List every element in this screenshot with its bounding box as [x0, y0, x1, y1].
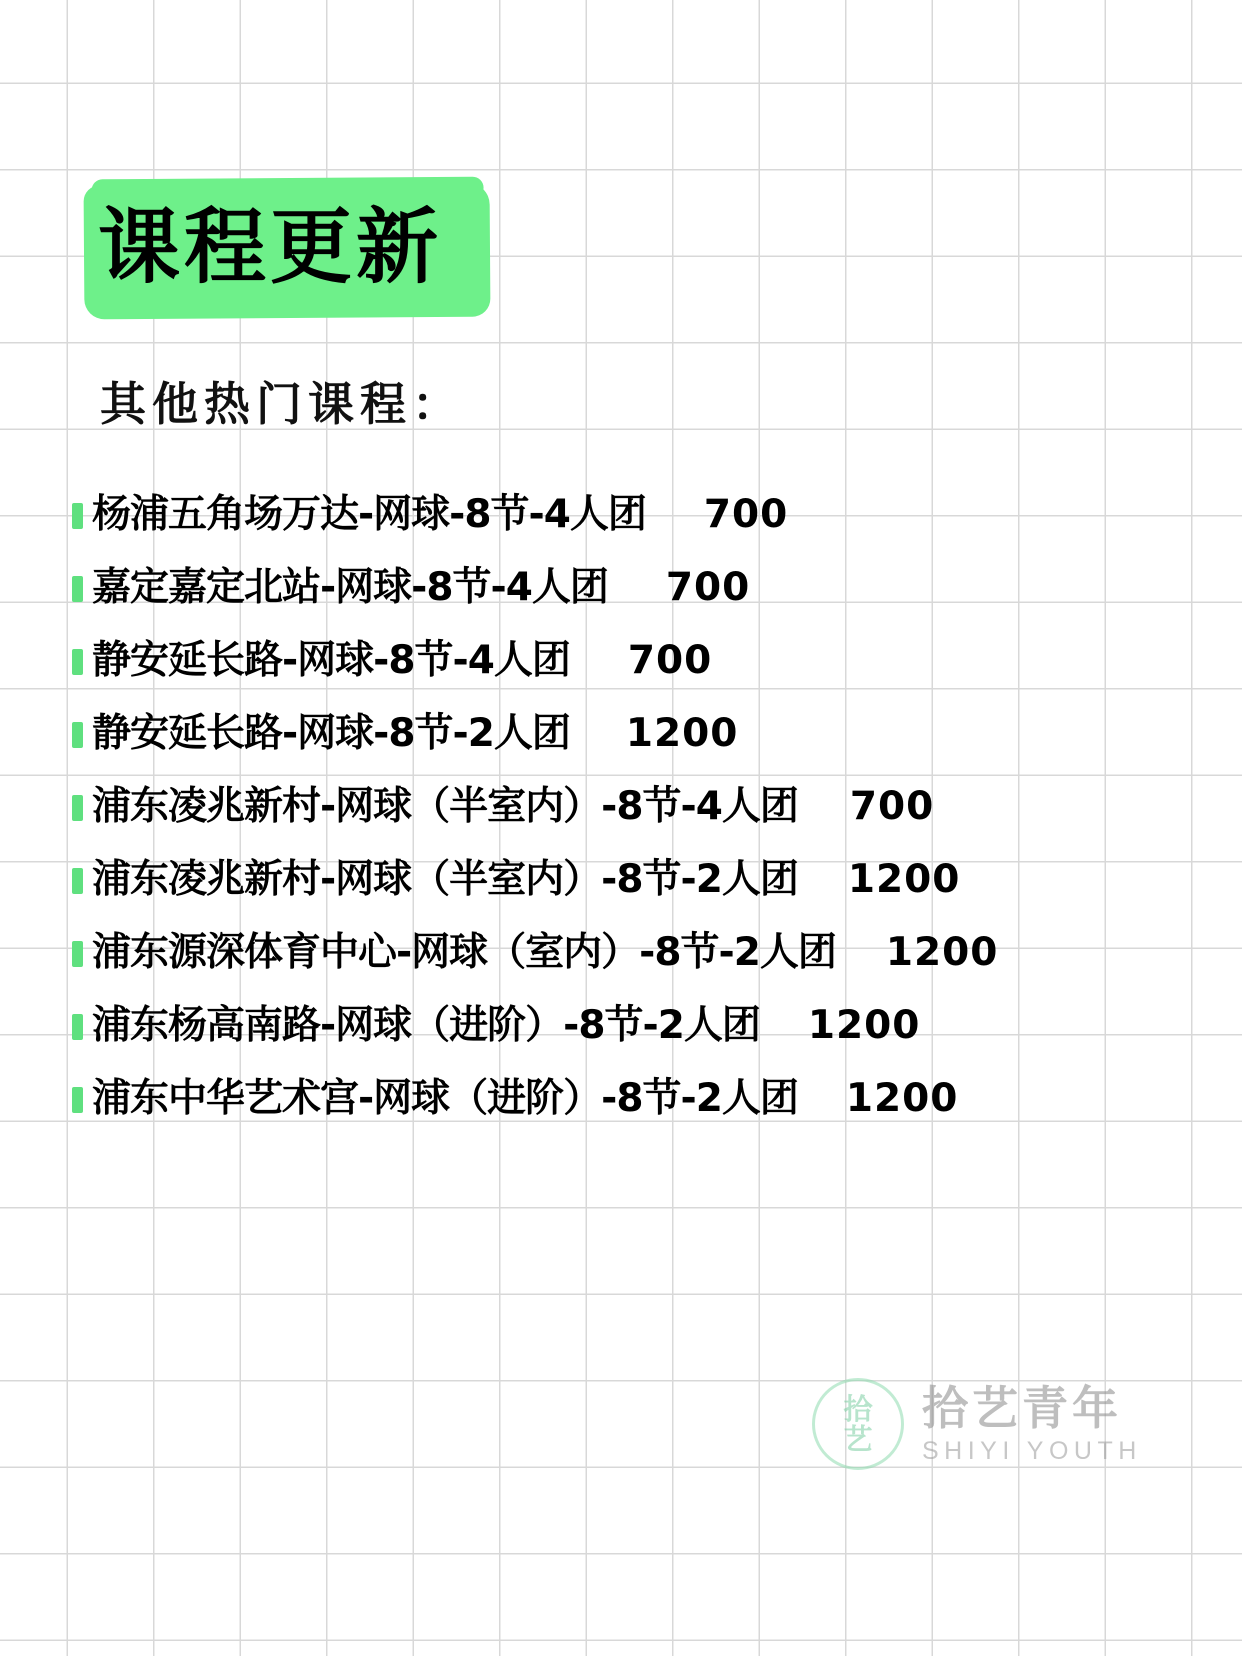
- course-price: 1200: [845, 1075, 959, 1121]
- course-name: 浦东杨高南路-网球（进阶）-8节-2人团: [92, 1002, 760, 1048]
- course-name: 嘉定嘉定北站-网球-8节-4人团: [92, 564, 608, 610]
- list-item: [72, 697, 1172, 770]
- course-name: 浦东源深体育中心-网球（室内）-8节-2人团: [92, 929, 836, 975]
- course-price: 700: [849, 783, 935, 829]
- course-price: 700: [703, 491, 789, 537]
- course-price: 700: [665, 564, 751, 610]
- watermark: [812, 1378, 1142, 1470]
- list-item: [72, 1062, 1172, 1135]
- list-item: [72, 989, 1172, 1062]
- logo-glyph-top: 拾: [843, 1392, 873, 1426]
- course-name: 杨浦五角场万达-网球-8节-4人团: [92, 491, 646, 537]
- logo-glyph: [812, 1378, 904, 1470]
- bullet-icon: [72, 649, 83, 675]
- course-price: 1200: [625, 710, 739, 756]
- list-item: [72, 624, 1172, 697]
- page-title: 课程更新: [98, 200, 443, 295]
- course-price: 700: [627, 637, 713, 683]
- course-name: 静安延长路-网球-8节-2人团: [92, 710, 570, 756]
- course-price: 1200: [885, 929, 999, 975]
- brand-name-en: SHIYI YOUTH: [922, 1437, 1142, 1465]
- course-name: 浦东凌兆新村-网球（半室内）-8节-2人团: [92, 856, 798, 902]
- course-list: [72, 478, 1172, 1135]
- brand-logo-icon: [812, 1378, 904, 1470]
- bullet-icon: [72, 1087, 83, 1113]
- section-subtitle: 其他热门课程：: [100, 377, 464, 431]
- page-title-block: [88, 178, 452, 318]
- course-price: 1200: [807, 1002, 921, 1048]
- list-item: [72, 916, 1172, 989]
- course-price: 1200: [847, 856, 961, 902]
- logo-glyph-bottom: 艺: [843, 1422, 873, 1456]
- list-item: [72, 551, 1172, 624]
- bullet-icon: [72, 1014, 83, 1040]
- course-name: 浦东中华艺术宫-网球（进阶）-8节-2人团: [92, 1075, 798, 1121]
- bullet-icon: [72, 576, 83, 602]
- list-item: [72, 843, 1172, 916]
- bullet-icon: [72, 503, 83, 529]
- bullet-icon: [72, 868, 83, 894]
- course-name: 静安延长路-网球-8节-4人团: [92, 637, 570, 683]
- course-name: 浦东凌兆新村-网球（半室内）-8节-4人团: [92, 783, 798, 829]
- bullet-icon: [72, 795, 83, 821]
- bullet-icon: [72, 722, 83, 748]
- bullet-icon: [72, 941, 83, 967]
- list-item: [72, 770, 1172, 843]
- brand-name-cn: 拾艺青年: [922, 1381, 1122, 1435]
- list-item: [72, 478, 1172, 551]
